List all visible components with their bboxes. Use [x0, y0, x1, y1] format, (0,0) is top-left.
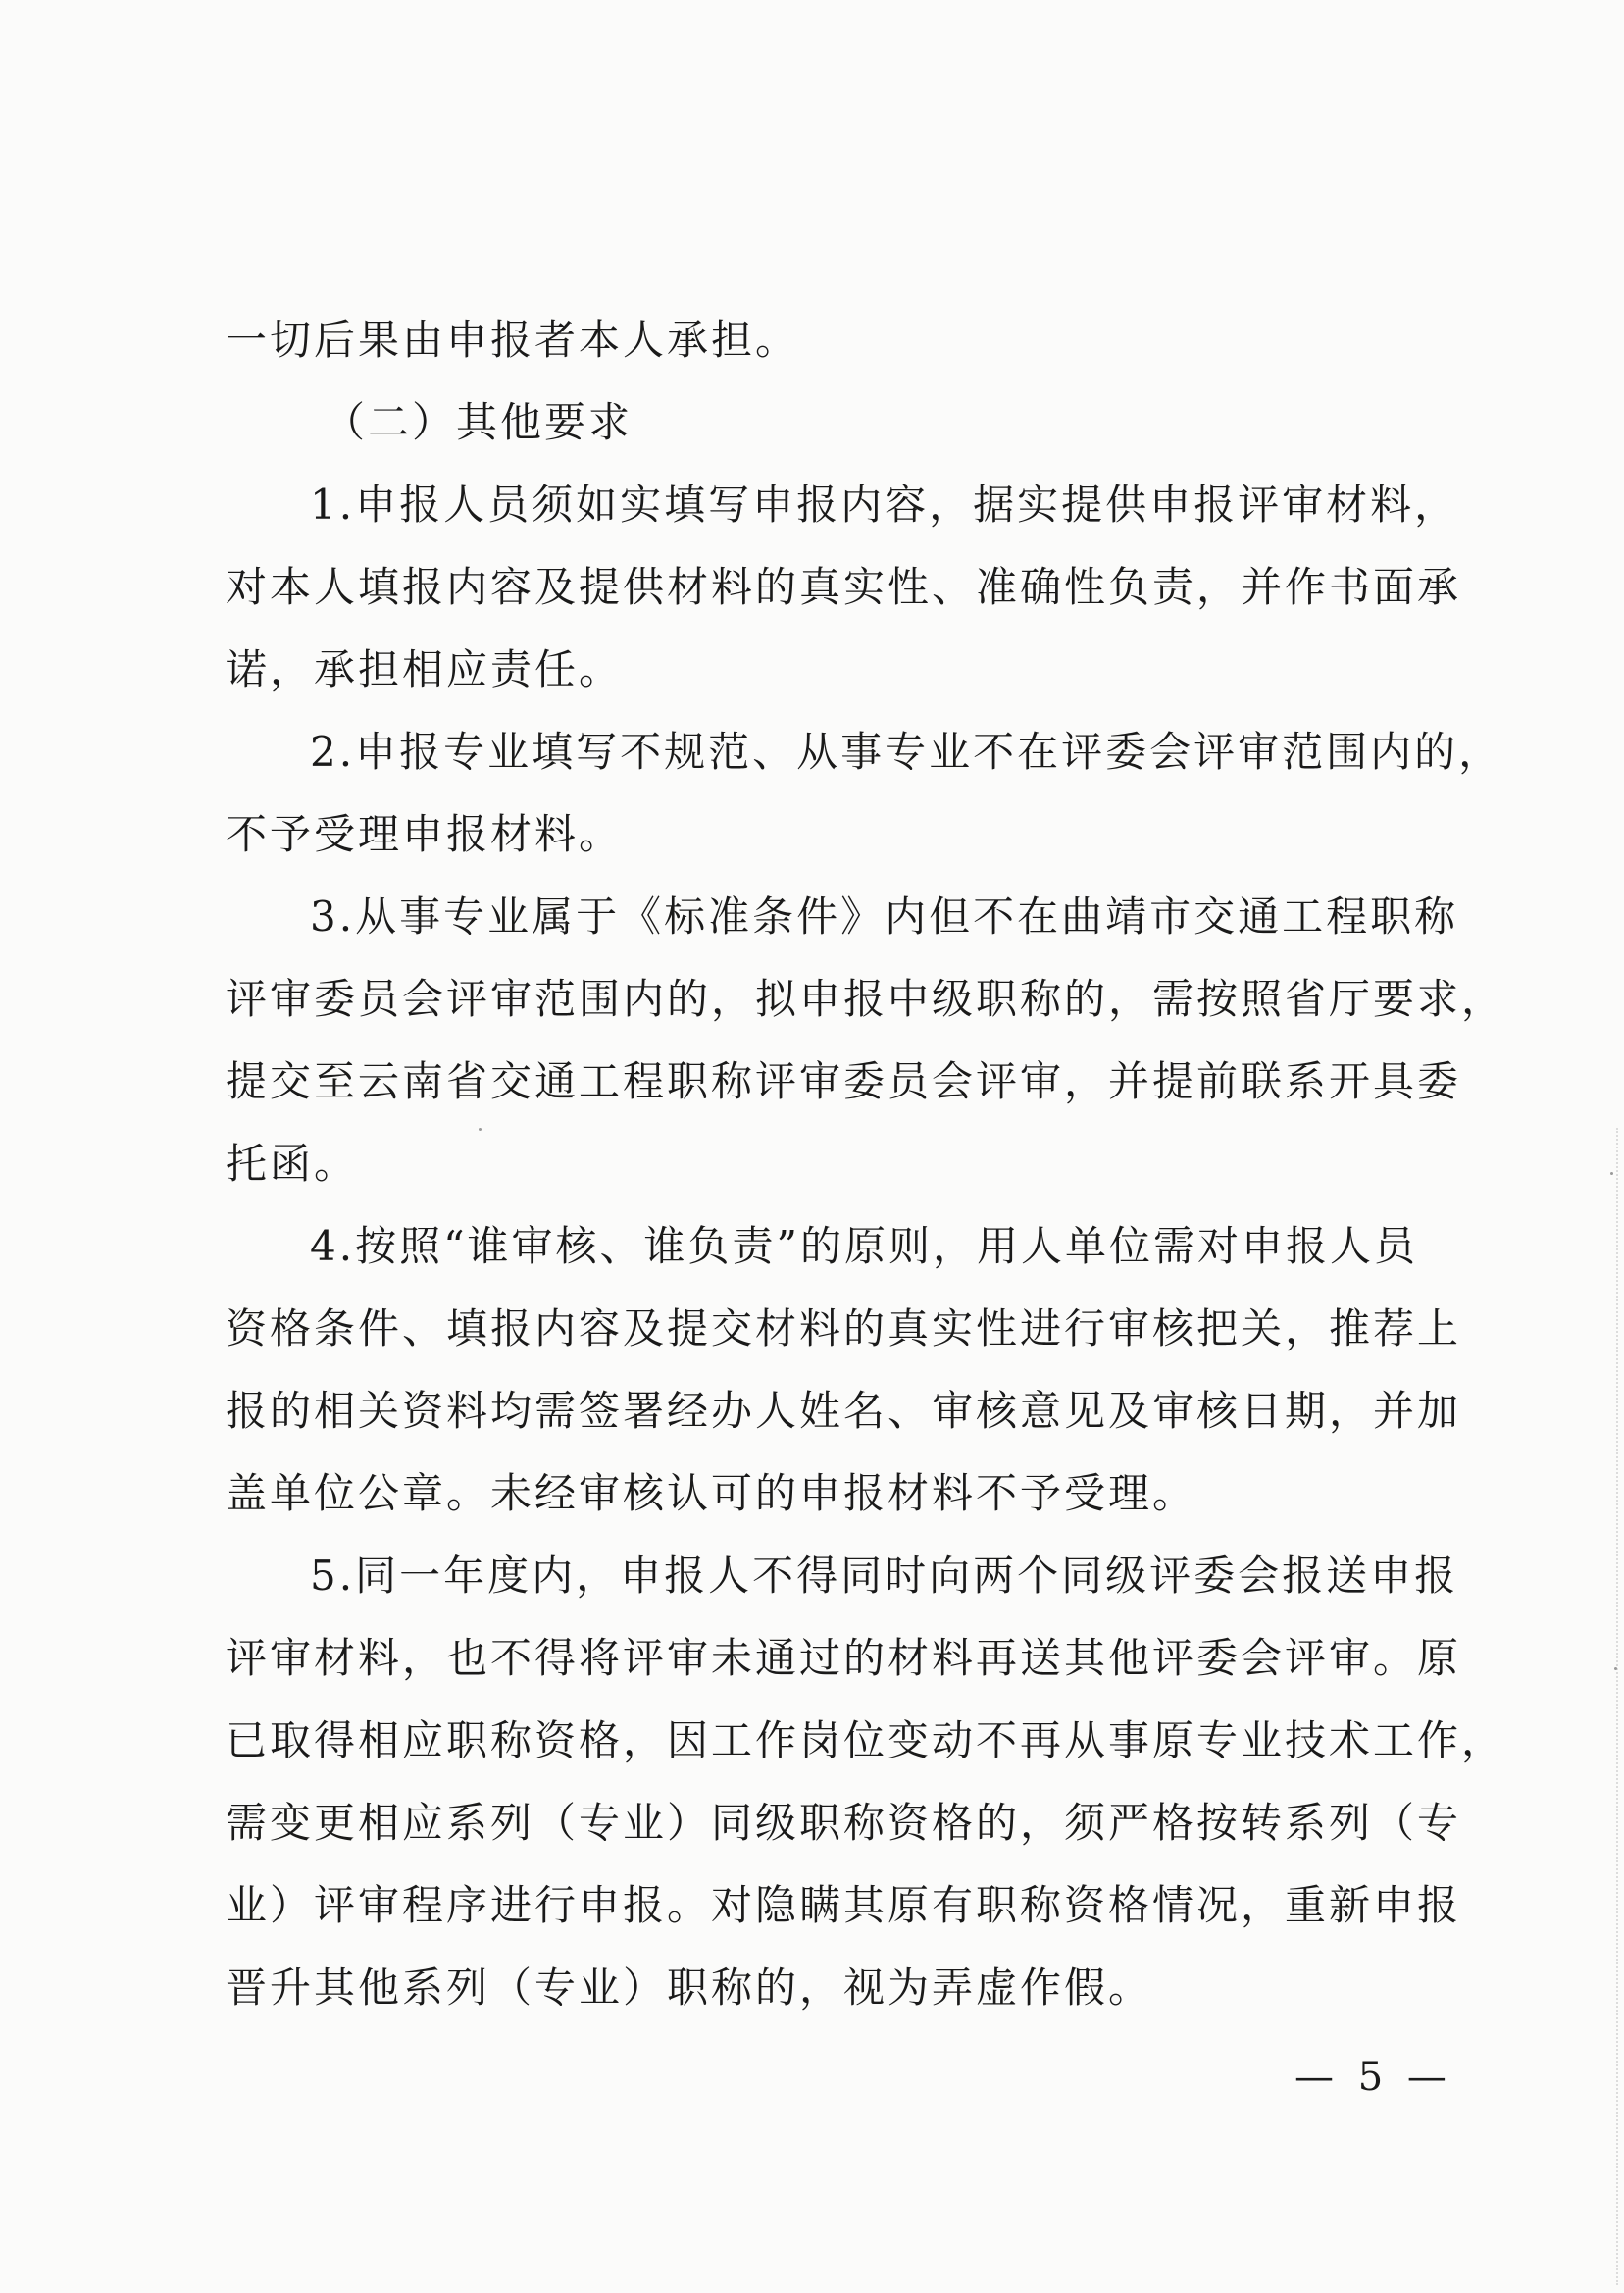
paragraph-item-1 [226, 464, 1462, 711]
text-line: 提交至云南省交通工程职称评审委员会评审，并提前联系开具委 [226, 1057, 1462, 1105]
text-line: 1.申报人员须如实填写申报内容，据实提供申报评审材料， [310, 481, 1459, 529]
text-line: 需变更相应系列（专业）同级职称资格的，须严格按转系列（专 [226, 1799, 1462, 1847]
text-line: 业）评审程序进行申报。对隐瞒其原有职称资格情况，重新申报 [226, 1881, 1462, 1929]
scan-speck [479, 1128, 482, 1131]
paragraph-item-5 [226, 1535, 1506, 2029]
text-line: 2.申报专业填写不规范、从事专业不在评委会评审范围内的， [310, 728, 1503, 776]
text-line: 4.按照“谁审核、谁负责”的原则，用人单位需对申报人员 [310, 1222, 1419, 1270]
text-line: 评审委员会评审范围内的，拟申报中级职称的，需按照省厅要求， [226, 975, 1506, 1023]
text-line: 已取得相应职称资格，因工作岗位变动不再从事原专业技术工作， [226, 1716, 1506, 1764]
scan-speck [1614, 1667, 1617, 1670]
text-line: 5.同一年度内，申报人不得同时向两个同级评委会报送申报 [310, 1552, 1459, 1600]
text-line: 诺，承担相应责任。 [226, 645, 624, 693]
text-line: 对本人填报内容及提供材料的真实性、准确性负责，并作书面承 [226, 563, 1462, 611]
text-line: 盖单位公章。未经审核认可的申报材料不予受理。 [226, 1469, 1197, 1517]
section-heading: （二）其他要求 [324, 398, 634, 446]
scan-speck [1610, 1172, 1613, 1175]
paragraph-item-4 [226, 1205, 1462, 1535]
page-number: — 5 — [1294, 2055, 1452, 2100]
text-line: 一切后果由申报者本人承担。 [226, 316, 800, 364]
text-line: 晋升其他系列（专业）职称的，视为弄虚作假。 [226, 1963, 1153, 2012]
text-line: 资格条件、填报内容及提交材料的真实性进行审核把关，推荐上 [226, 1304, 1462, 1352]
scan-edge-artifact [1613, 1128, 1618, 2285]
paragraph-item-3 [226, 876, 1506, 1205]
text-line: 报的相关资料均需签署经办人姓名、审核意见及审核日期，并加 [226, 1387, 1462, 1435]
text-line: 评审材料，也不得将评审未通过的材料再送其他评委会评审。原 [226, 1634, 1462, 1682]
text-line: 托函。 [226, 1140, 359, 1188]
text-line: 不予受理申报材料。 [226, 810, 624, 858]
paragraph-item-2 [226, 711, 1503, 876]
document-body [226, 299, 1506, 2029]
text-line: 3.从事专业属于《标准条件》内但不在曲靖市交通工程职称 [310, 892, 1459, 941]
